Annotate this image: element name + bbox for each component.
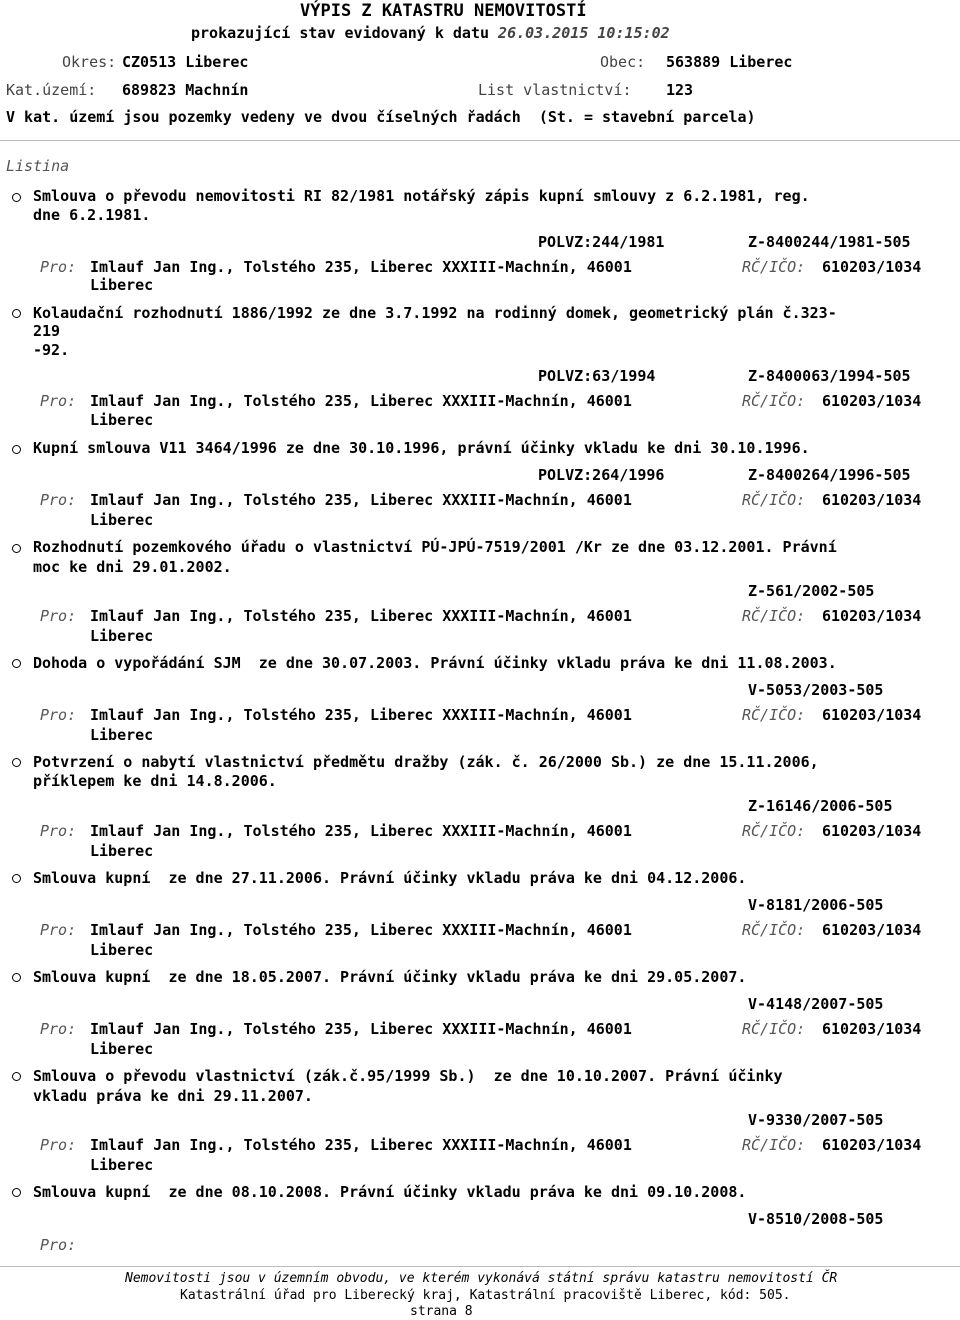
owner-rc: 610203/1034 xyxy=(822,392,922,410)
rc-label: RČ/IČO: xyxy=(742,822,806,840)
entry-text-cont: příklepem ke dni 14.8.2006. xyxy=(33,772,277,790)
owner-text: Imlauf Jan Ing., Tolstého 235, Liberec XXXIII-Machnín, 46001 xyxy=(90,392,632,410)
footer-office: Katastrální úřad pro Liberecký kraj, Katastrální pracoviště Liberec, kód: 505. xyxy=(180,1288,791,1303)
entry-text: Smlouva kupní ze dne 08.10.2008. Právní účinky vkladu práva ke dni 09.10.2008. xyxy=(33,1183,747,1201)
owner-city: Liberec xyxy=(90,1156,154,1174)
owner-rc: 610203/1034 xyxy=(822,1136,922,1154)
entry-text: Kupní smlouva V11 3464/1996 ze dne 30.10.1996, právní účinky vkladu ke dni 30.10.1996. xyxy=(33,439,810,457)
rc-label: RČ/IČO: xyxy=(742,706,806,724)
owner-city: Liberec xyxy=(90,726,154,744)
bullet-icon xyxy=(12,659,21,668)
pro-label: Pro: xyxy=(40,1020,77,1038)
rc-label: RČ/IČO: xyxy=(742,1136,806,1154)
owner-rc: 610203/1034 xyxy=(822,1020,922,1038)
entry-text-cont: dne 6.2.1981. xyxy=(33,206,151,224)
owner-text: Imlauf Jan Ing., Tolstého 235, Liberec XXXIII-Machnín, 46001 xyxy=(90,607,632,625)
owner-city: Liberec xyxy=(90,276,154,294)
owner-rc: 610203/1034 xyxy=(822,491,922,509)
owner-rc: 610203/1034 xyxy=(822,822,922,840)
bullet-icon xyxy=(12,445,21,454)
entry-ref: Z-561/2002-505 xyxy=(748,582,875,600)
rc-label: RČ/IČO: xyxy=(742,921,806,939)
pro-label: Pro: xyxy=(40,1136,77,1154)
entry-ref: V-8510/2008-505 xyxy=(748,1210,884,1228)
subtitle-text: prokazující stav evidovaný k datu xyxy=(191,24,490,42)
rc-label: RČ/IČO: xyxy=(742,1020,806,1038)
pro-label: Pro: xyxy=(40,1236,77,1254)
rc-label: RČ/IČO: xyxy=(742,392,806,410)
bullet-icon xyxy=(12,1188,21,1197)
footer-note: Nemovitosti jsou v územním obvodu, ve kterém vykonává státní správu katastru nemovitostí ČR xyxy=(125,1271,838,1286)
entry-text-cont: -92. xyxy=(33,341,70,359)
katuzemi-value: 689823 Machnín xyxy=(122,81,249,99)
entry-text: Dohoda o vypořádání SJM ze dne 30.07.2003. Právní účinky vkladu práva ke dni 11.08.2003. xyxy=(33,654,837,672)
entry-text-cont: vkladu práva ke dni 29.11.2007. xyxy=(33,1087,313,1105)
pro-label: Pro: xyxy=(40,258,77,276)
entry-text-cont: moc ke dni 29.01.2002. xyxy=(33,558,232,576)
katuzemi-label: Kat.území: xyxy=(6,81,97,99)
pro-label: Pro: xyxy=(40,706,77,724)
entry-polvz: POLVZ:264/1996 xyxy=(538,466,665,484)
header-divider xyxy=(0,140,960,141)
entry-ref: V-5053/2003-505 xyxy=(748,681,884,699)
entry-ref: Z-8400063/1994-505 xyxy=(748,367,911,385)
lv-value: 123 xyxy=(666,81,694,99)
entry-ref: V-9330/2007-505 xyxy=(748,1111,884,1129)
obec-value: 563889 Liberec xyxy=(666,53,793,71)
section-title: Listina xyxy=(6,157,70,175)
bullet-icon xyxy=(12,1072,21,1081)
owner-city: Liberec xyxy=(90,411,154,429)
owner-text: Imlauf Jan Ing., Tolstého 235, Liberec XXXIII-Machnín, 46001 xyxy=(90,706,632,724)
owner-rc: 610203/1034 xyxy=(822,706,922,724)
lv-label: List vlastnictví: xyxy=(478,81,632,99)
entry-ref: Z-8400244/1981-505 xyxy=(748,233,911,251)
bullet-icon xyxy=(12,193,21,202)
owner-rc: 610203/1034 xyxy=(822,921,922,939)
entry-polvz: POLVZ:63/1994 xyxy=(538,367,656,385)
document-subtitle xyxy=(191,24,670,43)
owner-text: Imlauf Jan Ing., Tolstého 235, Liberec XXXIII-Machnín, 46001 xyxy=(90,822,632,840)
entry-text-cont: 219 xyxy=(33,322,61,340)
owner-city: Liberec xyxy=(90,511,154,529)
bullet-icon xyxy=(12,758,21,767)
owner-text: Imlauf Jan Ing., Tolstého 235, Liberec XXXIII-Machnín, 46001 xyxy=(90,491,632,509)
owner-city: Liberec xyxy=(90,627,154,645)
owner-text: Imlauf Jan Ing., Tolstého 235, Liberec XXXIII-Machnín, 46001 xyxy=(90,258,632,276)
pro-label: Pro: xyxy=(40,491,77,509)
owner-text: Imlauf Jan Ing., Tolstého 235, Liberec XXXIII-Machnín, 46001 xyxy=(90,921,632,939)
document-title: VÝPIS Z KATASTRU NEMOVITOSTÍ xyxy=(300,1,587,21)
pro-label: Pro: xyxy=(40,607,77,625)
owner-text: Imlauf Jan Ing., Tolstého 235, Liberec XXXIII-Machnín, 46001 xyxy=(90,1136,632,1154)
footer-divider xyxy=(0,1266,960,1267)
rc-label: RČ/IČO: xyxy=(742,491,806,509)
rc-label: RČ/IČO: xyxy=(742,258,806,276)
page-number: strana 8 xyxy=(410,1304,473,1319)
owner-city: Liberec xyxy=(90,1040,154,1058)
entry-text: Smlouva o převodu vlastnictví (zák.č.95/1999 Sb.) ze dne 10.10.2007. Právní účinky xyxy=(33,1067,783,1085)
bullet-icon xyxy=(12,309,21,318)
owner-rc: 610203/1034 xyxy=(822,607,922,625)
entry-text: Rozhodnutí pozemkového úřadu o vlastnictví PÚ-JPÚ-7519/2001 /Kr ze dne 03.12.2001. Právní xyxy=(33,538,837,556)
entry-text: Smlouva o převodu nemovitosti RI 82/1981 notářský zápis kupní smlouvy z 6.2.1981, reg. xyxy=(33,187,810,205)
entry-text: Smlouva kupní ze dne 18.05.2007. Právní účinky vkladu práva ke dni 29.05.2007. xyxy=(33,968,747,986)
rc-label: RČ/IČO: xyxy=(742,607,806,625)
entry-polvz: POLVZ:244/1981 xyxy=(538,233,665,251)
extract-date: 26.03.2015 10:15:02 xyxy=(498,24,670,42)
parcel-series-note: V kat. území jsou pozemky vedeny ve dvou číselných řadách (St. = stavební parcela) xyxy=(6,108,756,126)
owner-city: Liberec xyxy=(90,941,154,959)
entry-text: Kolaudační rozhodnutí 1886/1992 ze dne 3.7.1992 na rodinný domek, geometrický plán č.323- xyxy=(33,304,837,322)
entry-ref: V-8181/2006-505 xyxy=(748,896,884,914)
owner-city: Liberec xyxy=(90,842,154,860)
bullet-icon xyxy=(12,973,21,982)
entry-text: Smlouva kupní ze dne 27.11.2006. Právní účinky vkladu práva ke dni 04.12.2006. xyxy=(33,869,747,887)
pro-label: Pro: xyxy=(40,822,77,840)
entry-ref: Z-16146/2006-505 xyxy=(748,797,893,815)
okres-label: Okres: xyxy=(62,53,117,71)
bullet-icon xyxy=(12,544,21,553)
owner-text: Imlauf Jan Ing., Tolstého 235, Liberec XXXIII-Machnín, 46001 xyxy=(90,1020,632,1038)
okres-value: CZ0513 Liberec xyxy=(122,53,249,71)
entry-text: Potvrzení o nabytí vlastnictví předmětu dražby (zák. č. 26/2000 Sb.) ze dne 15.11.2006, xyxy=(33,753,819,771)
pro-label: Pro: xyxy=(40,392,77,410)
bullet-icon xyxy=(12,874,21,883)
entry-ref: V-4148/2007-505 xyxy=(748,995,884,1013)
obec-label: Obec: xyxy=(600,53,646,71)
owner-rc: 610203/1034 xyxy=(822,258,922,276)
entry-ref: Z-8400264/1996-505 xyxy=(748,466,911,484)
pro-label: Pro: xyxy=(40,921,77,939)
